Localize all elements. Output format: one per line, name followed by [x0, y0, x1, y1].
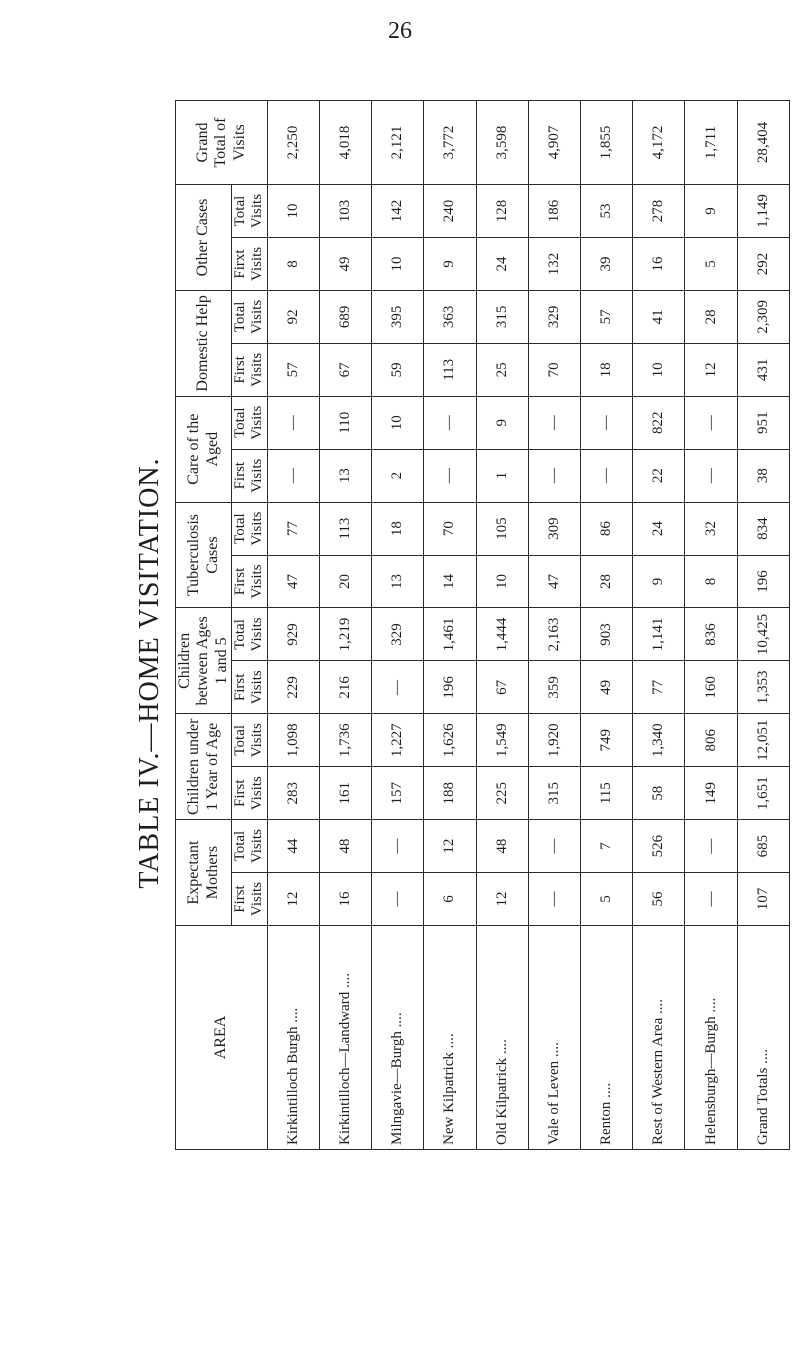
value-cell: 16: [633, 238, 685, 291]
value-cell: 160: [685, 661, 737, 714]
table-row: [267, 101, 319, 1150]
value-cell: 132: [528, 238, 580, 291]
value-cell: —: [685, 873, 737, 926]
value-cell: 9: [476, 396, 528, 449]
area-cell: Old Kilpatrick ....: [476, 926, 528, 1150]
sub-header: Total Visits: [232, 185, 268, 238]
value-cell: 105: [476, 502, 528, 555]
area-cell: Vale of Leven ....: [528, 926, 580, 1150]
value-cell: 9: [424, 238, 476, 291]
value-cell: 10: [372, 238, 424, 291]
value-cell: 10: [476, 555, 528, 608]
value-cell: 107: [737, 873, 789, 926]
value-cell: 229: [267, 661, 319, 714]
value-cell: 8: [267, 238, 319, 291]
area-cell: Kirkintilloch—Landward ....: [319, 926, 371, 1150]
value-cell: 39: [580, 238, 632, 291]
value-cell: 49: [580, 661, 632, 714]
sub-header: Total Visits: [232, 714, 268, 767]
value-cell: 44: [267, 820, 319, 873]
value-cell: 2,163: [528, 608, 580, 661]
value-cell: 1,626: [424, 714, 476, 767]
value-cell: 363: [424, 290, 476, 343]
value-cell: 115: [580, 767, 632, 820]
table-container: [175, 100, 790, 1150]
sub-header: First Visits: [232, 343, 268, 396]
value-cell: 103: [319, 185, 371, 238]
value-cell: 315: [476, 290, 528, 343]
value-cell: 12: [476, 873, 528, 926]
area-header: AREA: [176, 926, 268, 1150]
value-cell: 70: [528, 343, 580, 396]
value-cell: —: [267, 449, 319, 502]
value-cell: 12: [424, 820, 476, 873]
value-cell: 18: [580, 343, 632, 396]
value-cell: 110: [319, 396, 371, 449]
area-cell: Helensburgh—Burgh ....: [685, 926, 737, 1150]
value-cell: 38: [737, 449, 789, 502]
sub-header: Total Visits: [232, 290, 268, 343]
value-cell: 283: [267, 767, 319, 820]
value-cell: 67: [319, 343, 371, 396]
value-cell: 2,309: [737, 290, 789, 343]
value-cell: 24: [633, 502, 685, 555]
value-cell: 24: [476, 238, 528, 291]
value-cell: 22: [633, 449, 685, 502]
area-cell: Renton ....: [580, 926, 632, 1150]
value-cell: —: [685, 396, 737, 449]
value-cell: 12: [685, 343, 737, 396]
value-cell: 12,051: [737, 714, 789, 767]
table-row: [476, 101, 528, 1150]
value-cell: —: [372, 661, 424, 714]
value-cell: 5: [685, 238, 737, 291]
value-cell: 113: [319, 502, 371, 555]
area-cell: Milngavie—Burgh ....: [372, 926, 424, 1150]
value-cell: 951: [737, 396, 789, 449]
value-cell: 689: [319, 290, 371, 343]
value-cell: 13: [372, 555, 424, 608]
value-cell: 8: [685, 555, 737, 608]
table-row: [372, 101, 424, 1150]
value-cell: 903: [580, 608, 632, 661]
value-cell: 3,598: [476, 101, 528, 185]
value-cell: 5: [580, 873, 632, 926]
value-cell: 9: [685, 185, 737, 238]
value-cell: 161: [319, 767, 371, 820]
value-cell: 12: [267, 873, 319, 926]
value-cell: 10: [267, 185, 319, 238]
value-cell: 431: [737, 343, 789, 396]
table-row: [424, 101, 476, 1150]
value-cell: 1,461: [424, 608, 476, 661]
area-cell: Kirkintilloch Burgh ....: [267, 926, 319, 1150]
value-cell: 128: [476, 185, 528, 238]
value-cell: 28: [580, 555, 632, 608]
value-cell: 10: [633, 343, 685, 396]
value-cell: 48: [319, 820, 371, 873]
table-row: [633, 101, 685, 1150]
area-cell: Rest of Western Area ....: [633, 926, 685, 1150]
value-cell: —: [424, 396, 476, 449]
value-cell: 836: [685, 608, 737, 661]
sub-header: Total Visits: [232, 820, 268, 873]
value-cell: 77: [267, 502, 319, 555]
value-cell: 57: [580, 290, 632, 343]
value-cell: 1,219: [319, 608, 371, 661]
value-cell: 10: [372, 396, 424, 449]
value-cell: 1: [476, 449, 528, 502]
value-cell: 225: [476, 767, 528, 820]
value-cell: 53: [580, 185, 632, 238]
group-header: Children between Ages 1 and 5: [176, 608, 232, 714]
value-cell: 47: [267, 555, 319, 608]
value-cell: 685: [737, 820, 789, 873]
value-cell: 834: [737, 502, 789, 555]
value-cell: 4,172: [633, 101, 685, 185]
value-cell: 359: [528, 661, 580, 714]
value-cell: 28,404: [737, 101, 789, 185]
value-cell: 2,250: [267, 101, 319, 185]
value-cell: 4,018: [319, 101, 371, 185]
value-cell: 7: [580, 820, 632, 873]
value-cell: 47: [528, 555, 580, 608]
area-cell: New Kilpatrick ....: [424, 926, 476, 1150]
value-cell: 240: [424, 185, 476, 238]
value-cell: 67: [476, 661, 528, 714]
value-cell: 10,425: [737, 608, 789, 661]
sub-header: First Visits: [232, 449, 268, 502]
value-cell: 309: [528, 502, 580, 555]
value-cell: 1,353: [737, 661, 789, 714]
value-cell: 157: [372, 767, 424, 820]
group-header: Children under 1 Year of Age: [176, 714, 232, 820]
sub-header: Total Visits: [232, 608, 268, 661]
table-row: [685, 101, 737, 1150]
home-visitation-table: [175, 100, 790, 1150]
value-cell: 526: [633, 820, 685, 873]
value-cell: 13: [319, 449, 371, 502]
value-cell: 196: [737, 555, 789, 608]
value-cell: 57: [267, 343, 319, 396]
sub-header: First Visits: [232, 767, 268, 820]
value-cell: 315: [528, 767, 580, 820]
value-cell: 749: [580, 714, 632, 767]
value-cell: —: [528, 873, 580, 926]
value-cell: 149: [685, 767, 737, 820]
value-cell: —: [528, 449, 580, 502]
value-cell: —: [372, 820, 424, 873]
value-cell: 1,711: [685, 101, 737, 185]
value-cell: 1,227: [372, 714, 424, 767]
value-cell: 1,920: [528, 714, 580, 767]
value-cell: 92: [267, 290, 319, 343]
value-cell: 9: [633, 555, 685, 608]
value-cell: 806: [685, 714, 737, 767]
value-cell: 2,121: [372, 101, 424, 185]
group-header: Domestic Help: [176, 290, 232, 396]
table-title: TABLE IV.—HOME VISITATION.: [134, 457, 165, 889]
value-cell: 18: [372, 502, 424, 555]
value-cell: —: [372, 873, 424, 926]
table-row: [737, 101, 789, 1150]
value-cell: 186: [528, 185, 580, 238]
value-cell: 1,149: [737, 185, 789, 238]
value-cell: 48: [476, 820, 528, 873]
value-cell: 56: [633, 873, 685, 926]
value-cell: 1,340: [633, 714, 685, 767]
value-cell: 1,736: [319, 714, 371, 767]
sub-header: First Visits: [232, 873, 268, 926]
group-header: Expectant Mothers: [176, 820, 232, 926]
value-cell: 216: [319, 661, 371, 714]
value-cell: 822: [633, 396, 685, 449]
value-cell: 70: [424, 502, 476, 555]
value-cell: 142: [372, 185, 424, 238]
value-cell: 395: [372, 290, 424, 343]
value-cell: 25: [476, 343, 528, 396]
page-number: 26: [388, 18, 412, 44]
value-cell: 113: [424, 343, 476, 396]
value-cell: 41: [633, 290, 685, 343]
value-cell: —: [267, 396, 319, 449]
value-cell: 4,907: [528, 101, 580, 185]
value-cell: 196: [424, 661, 476, 714]
value-cell: 1,651: [737, 767, 789, 820]
value-cell: —: [528, 820, 580, 873]
value-cell: —: [580, 396, 632, 449]
group-header: Care of the Aged: [176, 396, 232, 502]
value-cell: 6: [424, 873, 476, 926]
table-row: [319, 101, 371, 1150]
value-cell: 49: [319, 238, 371, 291]
value-cell: 77: [633, 661, 685, 714]
value-cell: 1,098: [267, 714, 319, 767]
sub-header: Total Visits: [232, 396, 268, 449]
value-cell: 278: [633, 185, 685, 238]
value-cell: 1,444: [476, 608, 528, 661]
sub-header: First Visits: [232, 555, 268, 608]
value-cell: 1,141: [633, 608, 685, 661]
sub-header: First Visits: [232, 661, 268, 714]
value-cell: 329: [372, 608, 424, 661]
group-header: Tuberculosis Cases: [176, 502, 232, 608]
value-cell: 292: [737, 238, 789, 291]
area-cell: Grand Totals ....: [737, 926, 789, 1150]
value-cell: 16: [319, 873, 371, 926]
value-cell: 1,549: [476, 714, 528, 767]
sub-header: Total Visits: [232, 502, 268, 555]
value-cell: 59: [372, 343, 424, 396]
value-cell: 32: [685, 502, 737, 555]
table-row: [528, 101, 580, 1150]
value-cell: —: [580, 449, 632, 502]
value-cell: 1,855: [580, 101, 632, 185]
value-cell: 86: [580, 502, 632, 555]
value-cell: —: [685, 449, 737, 502]
value-cell: 28: [685, 290, 737, 343]
grand-total-header: Grand Total of Visits: [176, 101, 268, 185]
value-cell: 188: [424, 767, 476, 820]
sub-header: Firxt Visits: [232, 238, 268, 291]
value-cell: 3,772: [424, 101, 476, 185]
group-header: Other Cases: [176, 185, 232, 291]
value-cell: —: [528, 396, 580, 449]
value-cell: 14: [424, 555, 476, 608]
table-row: [580, 101, 632, 1150]
value-cell: 20: [319, 555, 371, 608]
value-cell: 329: [528, 290, 580, 343]
value-cell: —: [685, 820, 737, 873]
value-cell: 929: [267, 608, 319, 661]
value-cell: 2: [372, 449, 424, 502]
value-cell: 58: [633, 767, 685, 820]
value-cell: —: [424, 449, 476, 502]
